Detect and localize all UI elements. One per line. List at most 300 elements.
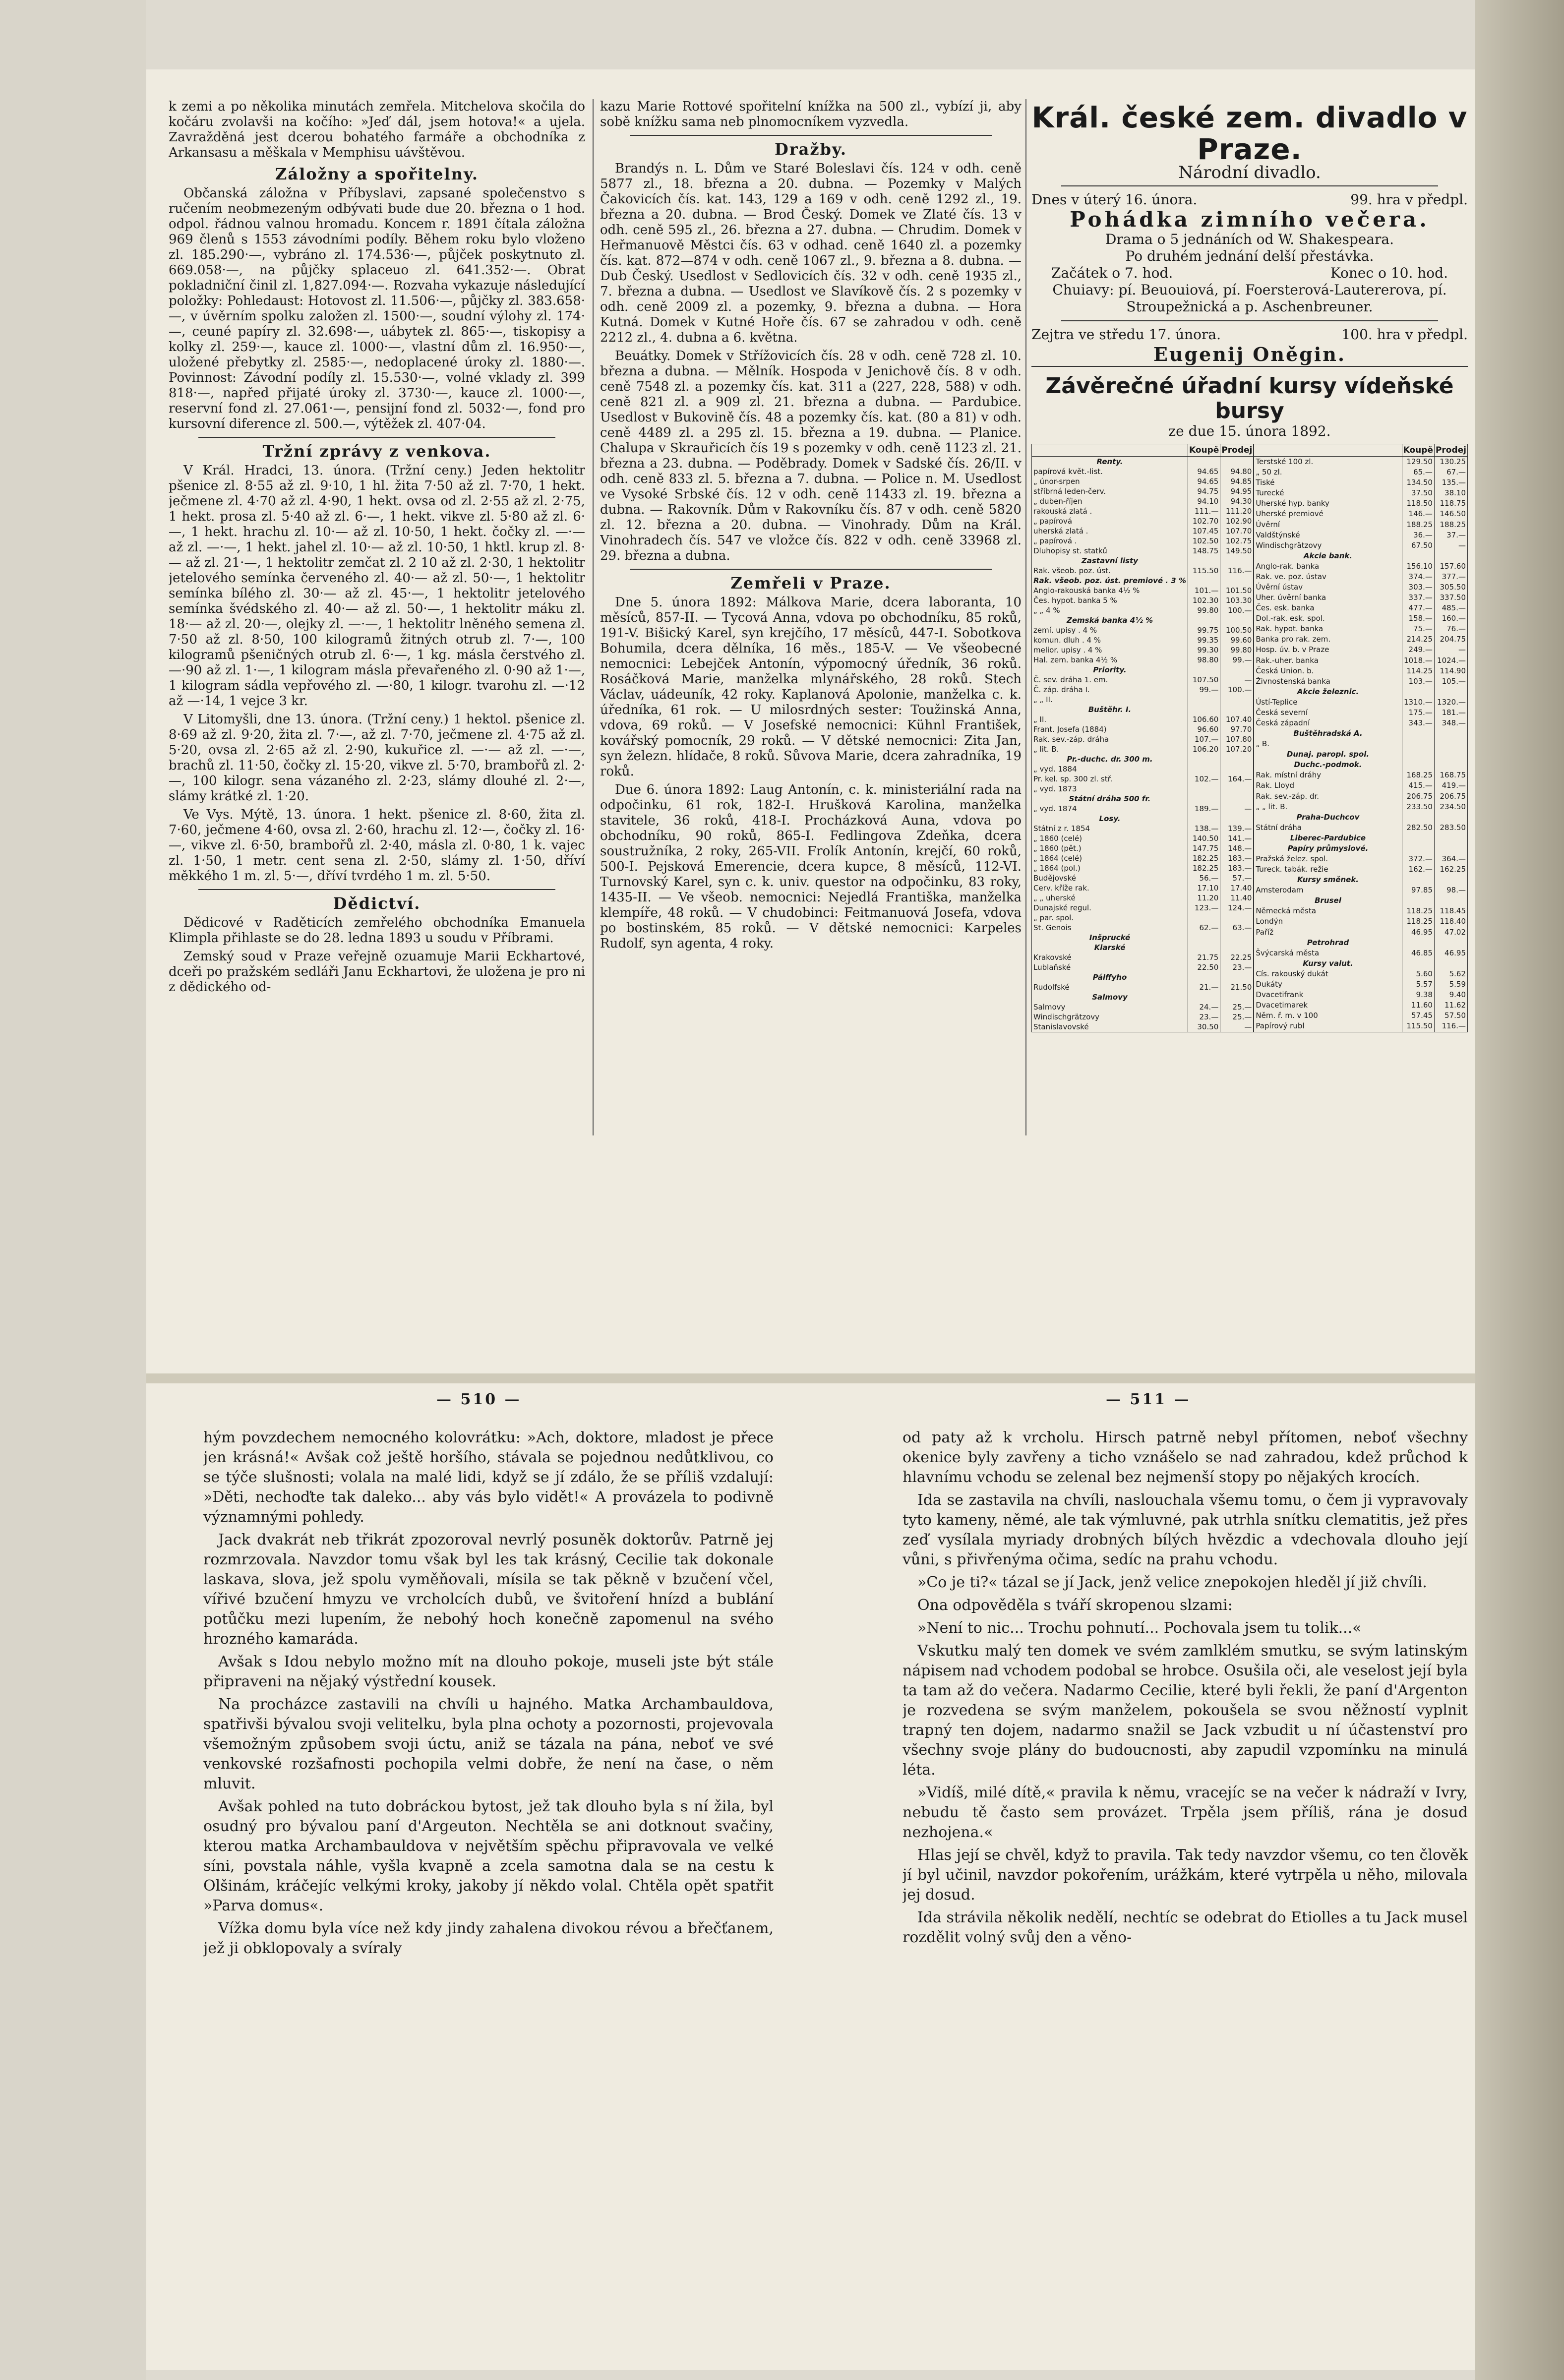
table-row (1032, 586, 1254, 595)
buy-price: 46.95 (1402, 927, 1434, 938)
security-name: uherská zlatá . (1032, 526, 1188, 536)
table-row (1032, 843, 1254, 853)
section-heading: Zemřeli v Praze. (730, 574, 891, 593)
column-rule (593, 99, 594, 1135)
sell-price: 105.— (1434, 676, 1467, 687)
buy-price: 94.10 (1188, 496, 1220, 506)
security-name: Losy. (1032, 814, 1188, 824)
security-name: Windischgrätzovy (1254, 540, 1402, 551)
security-name: Č. sev. dráha 1. em. (1032, 675, 1188, 685)
buy-price (1402, 812, 1434, 823)
performance-1 (1031, 191, 1468, 363)
buy-price (1402, 958, 1434, 969)
sell-price: 11.62 (1434, 1000, 1467, 1011)
security-name: Akcie bank. (1254, 551, 1402, 561)
buy-price: 134.50 (1402, 477, 1434, 488)
sell-price: 168.75 (1434, 770, 1467, 780)
sell-price: 148.— (1220, 843, 1254, 853)
buy-price: 99.80 (1188, 605, 1220, 615)
table-row (1032, 556, 1254, 566)
buy-price: 99.— (1188, 685, 1220, 695)
security-name: Dvacetimarek (1254, 1000, 1402, 1011)
table-row (1032, 833, 1254, 843)
buy-price (1402, 938, 1434, 948)
table-row (1254, 1021, 1468, 1032)
sell-price: 206.75 (1434, 791, 1467, 802)
security-name: „ II. (1032, 714, 1188, 724)
table-row (1032, 1002, 1254, 1012)
buy-price (1188, 794, 1220, 804)
buy-price: 114.25 (1402, 666, 1434, 676)
buy-price: 57.45 (1402, 1011, 1434, 1021)
sell-price (1220, 943, 1254, 952)
divider (1061, 185, 1438, 186)
sell-price: 135.— (1434, 477, 1467, 488)
buy-price: 56.— (1188, 873, 1220, 883)
table-row (1254, 488, 1468, 498)
performance-note: Po druhém jednání delší přestávka. (1125, 248, 1374, 264)
buy-price (1402, 833, 1434, 843)
buy-price: 140.50 (1188, 833, 1220, 843)
sell-price (1220, 794, 1254, 804)
theatre-title: Král. české zem. divadlo v Praze. (1031, 102, 1468, 166)
security-name: komun. dluh . 4 % (1032, 635, 1188, 645)
table-row (1254, 739, 1468, 749)
security-name: rakouská zlatá . (1032, 506, 1188, 516)
buy-price: 94.65 (1188, 467, 1220, 476)
table-row (1032, 1012, 1254, 1022)
table-row (1254, 498, 1468, 509)
buy-price (1402, 728, 1434, 739)
table-row (1254, 833, 1468, 843)
sell-price: 118.40 (1434, 916, 1467, 927)
security-name: Rak. ve. poz. ústav (1254, 572, 1402, 582)
sell-price (1220, 814, 1254, 824)
security-name: melior. upisy . 4 % (1032, 645, 1188, 655)
performance-date: Zejtra ve středu 17. února. (1031, 326, 1221, 343)
table-row (1254, 687, 1468, 697)
table-row (1254, 948, 1468, 958)
table-row (1254, 582, 1468, 593)
table-row (1254, 990, 1468, 1000)
table-row (1032, 486, 1254, 496)
security-name: Č. záp. dráha I. (1032, 685, 1188, 695)
table-row (1032, 516, 1254, 526)
sell-price: 146.50 (1434, 509, 1467, 519)
sell-price: 1024.— (1434, 655, 1467, 666)
sell-price: 101.50 (1220, 586, 1254, 595)
buy-price: 182.25 (1188, 853, 1220, 863)
security-name: Česká Union. b. (1254, 666, 1402, 676)
table-row (1032, 615, 1254, 625)
sell-price: 116.— (1220, 566, 1254, 576)
buy-price: 97.85 (1402, 885, 1434, 895)
buy-price: 67.50 (1402, 540, 1434, 551)
table-row (1032, 804, 1254, 814)
paragraph: Zemský soud v Praze veřejně ozuamuje Marii Eckhartové, dceři po pražském sedláři Janu Eckhartovi, že uložena je pro ni z dědického od- (169, 949, 585, 995)
sell-price: 164.— (1220, 774, 1254, 784)
paragraph: V Král. Hradci, 13. února. (Tržní ceny.) Jeden hektolitr pšenice zl. 8·55 až zl. 9·10, 1 hl. žita 7·50 až zl. 7·70, 1 hekt. ječmene zl. 4·70 až zl. 4·90, 1 hekt. ovsa od zl. 2·55 až zl. 2·75, 1 hekt. prosa zl. 5·40 až zl. 6·—, 1 hekt. vikve zl. 5·80 až zl. 6·—, 1 hekt. hrachu zl. 10·— až zl. 10·50, 1 hekt. čočky zl. —·— až zl. —·—, 1 hekt. jahel zl. 10·— až zl. 10·50, 1 hktl. krup zl. 8·— až zl. 21·—, 1 hektolitr zemčat zl. 2 10 až zl. 2·30, 1 hektolitr jetelového semínka červeného zl. 40·— až zl. 50·—, 1 hektolitr semínka bílého zl. 30·— až zl. 45·—, 1 hektolitr jetelového semínka švédského zl. 40·— až zl. 50·—, 1 hektolitr máku zl. 18·— až zl. 20·—, olejky zl. —·—, 1 hektolitr lněného semena zl. 7·50 až zl. 8·50, 100 kilogramů žitných otrub zl. 7·—, 100 kilogramů pšeničných otrub zl. 6·—, 1 kg. másla čerstvého zl. —·90 až zl. 1·—, 1 kilogram másla převařeného zl. 0·90 až 1·—, 1 kilogram sádla vepřového zl. —·80, 1 kilogr. tvarohu zl. —·12 až —·14, 1 vejce 3 kr. (169, 463, 585, 709)
buy-price: 46.85 (1402, 948, 1434, 958)
sell-price: 97.70 (1220, 724, 1254, 734)
table-row (1032, 923, 1254, 933)
table-row (1032, 903, 1254, 913)
table-row (1254, 958, 1468, 969)
table-row (1032, 595, 1254, 605)
buy-price: 107.— (1188, 734, 1220, 744)
buy-price (1188, 695, 1220, 705)
security-name: Salmovy (1032, 992, 1188, 1002)
sell-price (1434, 875, 1467, 885)
buy-price: 1018.— (1402, 655, 1434, 666)
theatre-subtitle: Národní divadlo. (1178, 163, 1321, 182)
sell-price: 57.50 (1434, 1011, 1467, 1021)
book-binding-edge (1475, 0, 1564, 2380)
buy-price: 9.38 (1402, 990, 1434, 1000)
sell-price: 183.— (1220, 863, 1254, 873)
buy-price: 21.75 (1188, 952, 1220, 962)
sell-price: 99.80 (1220, 645, 1254, 655)
sell-price: 118.45 (1434, 906, 1467, 916)
buy-price: 162.— (1402, 864, 1434, 875)
security-name: „ papírová (1032, 516, 1188, 526)
sell-price (1434, 895, 1467, 906)
security-name: „ lit. B. (1032, 744, 1188, 754)
security-name: Dol.-rak. esk. spol. (1254, 613, 1402, 624)
buy-price: 343.— (1402, 718, 1434, 728)
table-row (1254, 477, 1468, 488)
buy-price (1188, 943, 1220, 952)
sell-price (1220, 972, 1254, 982)
paragraph: Dědicové v Raděticích zemřelého obchodníka Emanuela Klimpla přihlaste se do 28. ledna 1893 u soudu v Příbrami. (169, 915, 585, 946)
buy-price (1188, 615, 1220, 625)
sell-price: 419.— (1434, 780, 1467, 791)
table-row (1032, 883, 1254, 893)
paragraph: Avšak pohled na tuto dobráckou bytost, jež tak dlouho byla s ní žila, byl osudný pro bývalou paní d'Argeuton. Nechtěla se ani dotknout svačiny, kterou matka Archambauldova v největším spěchu připravovala ve velké síni, povstala náhle, vyšla kvapně a zcela samotna dala se na cestu k Olšinám, kráčejíc velkými kroky, jakoby jí někdo volal. Chtěla opět spatřit »Parva domus«. (203, 1798, 774, 1914)
security-name: Rak. všeob. poz. úst. premiové . 3 % (1032, 576, 1188, 586)
sell-price: 100.50 (1220, 625, 1254, 635)
table-row (1032, 576, 1254, 586)
buy-price: 36.— (1402, 530, 1434, 540)
buy-price: 182.25 (1188, 863, 1220, 873)
table-row (1254, 467, 1468, 477)
performance-description: Drama o 5 jednáních od W. Shakespeara. (1105, 231, 1394, 247)
section-heading: Dražby. (775, 140, 847, 159)
table-row (1254, 572, 1468, 582)
sell-price: 94.80 (1220, 467, 1254, 476)
buy-price: 138.— (1188, 824, 1220, 833)
sell-price: 114.90 (1434, 666, 1467, 676)
sell-price: 102.75 (1220, 536, 1254, 546)
sell-price (1220, 992, 1254, 1002)
sell-price: 181.— (1434, 708, 1467, 718)
buy-price: 99.75 (1188, 625, 1220, 635)
table-row (1254, 561, 1468, 572)
security-name: Pálffyho (1032, 972, 1188, 982)
buy-price: 214.25 (1402, 634, 1434, 645)
buy-price (1402, 843, 1434, 854)
buy-price (1188, 576, 1220, 586)
buy-price: 102.70 (1188, 516, 1220, 526)
security-name: Amsterodam (1254, 885, 1402, 895)
sell-price: 377.— (1434, 572, 1467, 582)
buy-price: 94.65 (1188, 476, 1220, 486)
table-row (1032, 794, 1254, 804)
table-row (1254, 613, 1468, 624)
sell-price: 305.50 (1434, 582, 1467, 593)
sell-price: 99.— (1220, 655, 1254, 665)
paragraph: Dne 5. února 1892: Málkova Marie, dcera laboranta, 10 měsíců, 857-II. — Tycová Anna, vdova po obchodníku, 85 roků, 191-V. Bišický Karel, syn krejčího, 17 měsíců, 447-I. Sobotkova Bohumila, dcera dělníka, 16 měs., 185-V. — Ve všeobecné nemocnici: Lebejček Antonín, výpomocný úředník, 36 roků. Rosáčková Marie, manželka mlynářského, 28 roků. Stech Václav, uádeuník, 42 roky. Kaplanová Apolonie, manželka c. k. úředníka, 61 rok. — U milosrdných sester: Toužinská Anna, vdova, 69 roků. — V Josefské nemocnici: Kühnl František, kovářský pomocník, 29 roků. — V dětské nemocnici: Zita Jan, syn železn. hlídače, 8 roků. Sůvova Marie, dcera zahradníka, 19 roků. (600, 595, 1022, 779)
table-row (1254, 708, 1468, 718)
buy-price: 106.20 (1188, 744, 1220, 754)
buy-price: 17.10 (1188, 883, 1220, 893)
sell-price (1434, 728, 1467, 739)
table-row (1254, 509, 1468, 519)
paragraph: od paty až k vrcholu. Hirsch patrně nebyl přítomen, neboť všechny okenice byly zavřeny a ticho vznášelo se nad zahradou, kdež průchod k hlavnímu vchodu se zelenal bez nejmenší stopy po nějakých krocích. (902, 1429, 1468, 1486)
sell-price: — (1220, 804, 1254, 814)
security-name: Pr. kel. sp. 300 zl. stř. (1032, 774, 1188, 784)
buy-price: 118.50 (1402, 498, 1434, 509)
security-name: Papírový rubl (1254, 1021, 1402, 1032)
security-name: Dunaj. paropl. spol. (1254, 749, 1402, 760)
performance-title: Pohádka zimního večera. (1070, 207, 1430, 232)
buy-price: 123.— (1188, 903, 1220, 913)
security-name: Duchc.-podmok. (1254, 760, 1402, 770)
security-name: Frant. Josefa (1884) (1032, 724, 1188, 734)
table-row (1254, 895, 1468, 906)
security-name: Čes. hypot. banka 5 % (1032, 595, 1188, 605)
buy-price (1402, 875, 1434, 885)
paragraph: »Není to nic... Trochu pohnutí... Pochovala jsem tu tolik...« (917, 1619, 1362, 1637)
sell-price: 162.25 (1434, 864, 1467, 875)
buy-price (1188, 457, 1220, 467)
sell-price: 348.— (1434, 718, 1467, 728)
buy-price: 30.50 (1188, 1022, 1220, 1032)
table-row (1254, 823, 1468, 833)
sell-price: 1320.— (1434, 697, 1467, 708)
paragraph: Avšak s Idou nebylo možno mít na dlouho pokoje, museli jste být stále připraveni na nějaký výstřední kousek. (203, 1653, 774, 1690)
table-row (1032, 635, 1254, 645)
buy-price (1188, 705, 1220, 714)
table-row (1032, 476, 1254, 486)
table-row (1254, 1011, 1468, 1021)
page-fold (146, 1373, 1475, 1383)
paragraph: Brandýs n. L. Dům ve Staré Boleslavi čís. 124 v odh. ceně 5877 zl., 18. března a 20. dubna. — Pozemky v Malých Čakovicích čís. kat. 143, 129 a 169 v odh. ceně 1292 zl., 19. března a 20. dubna. — Brod Český. Domek ve Zlaté čís. 13 v odh. ceně 595 zl., 26. března a 27. dubna. — Chrudim. Domek v Heřmanuově Městci čís. 63 v odhad. ceně 1640 zl. a pozemky čís. kat. 872—874 v odh. ceně 1067 zl., 9. března a 8. dubna. — Dub Český. Usedlost v Sedlovicích čís. 32 v odh. ceně 1935 zl., 7. března a dubna. — Usedlost ve Slavíkově čís. 2 s pozemky v odh. ceně 2009 zl. a pozemky, 9. března a dubna. — Hora Kutná. Domek v Kutné Hoře čís. 67 se zahradou v odh. ceně 2212 zl., 4. dubna a 6. května. (600, 161, 1022, 345)
security-name: Valdštýnské (1254, 530, 1402, 540)
sell-price: 76.— (1434, 624, 1467, 634)
table-row (1032, 863, 1254, 873)
paragraph: Jack dvakrát neb třikrát zpozoroval nevrlý posuněk doktorův. Patrně jej rozmrzovala. Navzdor tomu však byl les tak krásný, Cecilie tak dokonale laskava, slova, jež spolu vyměňovali, mísila se tak pěkně v bzučení včel, vířivé bzučení hmyzu ve vrcholcích dubů, ve švitoření hnízd a bublání potůčku mezi lupením, že nebohý hoch konečně zapomenul na svého hrozného kamaráda. (203, 1531, 774, 1648)
sell-price (1220, 933, 1254, 943)
security-name: Priority. (1032, 665, 1188, 675)
security-name: „ 1860 (pět.) (1032, 843, 1188, 853)
buy-price: 22.50 (1188, 962, 1220, 972)
buy-price (1188, 784, 1220, 794)
security-name: Londýn (1254, 916, 1402, 927)
buy-price: 115.50 (1188, 566, 1220, 576)
buy-price: 21.— (1188, 982, 1220, 992)
buy-price (1402, 739, 1434, 749)
sell-price: 124.— (1220, 903, 1254, 913)
security-name: Rak. hypot. banka (1254, 624, 1402, 634)
buy-price: 374.— (1402, 572, 1434, 582)
sell-price: 63.— (1220, 923, 1254, 933)
divider (630, 569, 992, 570)
buy-price: 102.30 (1188, 595, 1220, 605)
security-name: „ par. spol. (1032, 913, 1188, 923)
security-name: Státní z r. 1854 (1032, 824, 1188, 833)
buy-price: 233.50 (1402, 802, 1434, 812)
table-row (1032, 933, 1254, 943)
performance-start: Začátek o 7. hod. (1051, 265, 1173, 281)
security-name: Buštěhr. I. (1032, 705, 1188, 714)
security-name: Praha-Duchcov (1254, 812, 1402, 823)
security-name: Budějovské (1032, 873, 1188, 883)
scan-left-margin (0, 0, 146, 2380)
security-name: „ vyd. 1884 (1032, 764, 1188, 774)
buy-price: 372.— (1402, 854, 1434, 864)
table-row (1254, 718, 1468, 728)
table-row (1032, 655, 1254, 665)
table-row (1254, 802, 1468, 812)
paragraph: Občanská záložna v Příbyslavi, zapsané společenstvo s ručením neobmezeným odbývati bude due 20. března o 1 hod. odpol. řádnou valnou hromadu. Koncem r. 1891 čítala záložna 969 členů s 1553 závodními podíly. Během roku bylo vloženo zl. 185.290·—, vybráno zl. 174.536·—, půjček poskytnuto zl. 669.058·—, na půjčky splaceuo zl. 641.352·—. Obrat pokladniční činil zl. 1,827.094·—. Rozvaha vykazuje následující položky: Pohledaust: Hotovost zl. 11.506·—, půjčky zl. 383.658·—, v úvěrním spolku založen zl. 1500·—, soudní výlohy zl. 174·—, ceuné papíry zl. 32.698·—, uábytek zl. 865·—, tiskopisy a kolky zl. 259·—, kauce zl. 1000·—, vlastní dům zl. 16.950·—, uložené přebytky zl. 2585·—, nedoplacené úroky zl. 1880·—. Povinnost: Závodní podíly zl. 15.530·—, volné vklady zl. 399 818·—, napřed přijaté úroky zl. 3730·—, kauce zl. 1000·—, reservní fond zl. 27.061·—, pensijní fond zl. 5032·—, fond pro kursovní diference zl. 500.—, výtěžek zl. 407·04. (169, 186, 585, 431)
security-name: „ vyd. 1873 (1032, 784, 1188, 794)
buy-price: 65.— (1402, 467, 1434, 477)
table-row (1254, 854, 1468, 864)
table-row (1032, 972, 1254, 982)
sell-price: 141.— (1220, 833, 1254, 843)
security-name: „ 1860 (celé) (1032, 833, 1188, 843)
security-name: Terstské 100 zl. (1254, 457, 1402, 468)
buy-price: 156.10 (1402, 561, 1434, 572)
table-row (1032, 893, 1254, 903)
buy-price: 98.80 (1188, 655, 1220, 665)
paragraph: Vskutku malý ten domek ve svém zamlklém smutku, se svým latinským nápisem nad vchodem podobal se hrobce. Osušila oči, ale veselost její byla ta tam až do večera. Nadarmo Cecilie, které byli řekli, že paní d'Argenton je rozvedena se svým manželem, pokoušela se svou něžností vyplnit trapný ten dojem, nadarmo snažil se Jack vzbudit u ní účastenství pro všechny svoje plány do budoucnosti, aby zapudil vzpomínku na minulá léta. (902, 1642, 1468, 1779)
table-row (1032, 566, 1254, 576)
buy-price: 107.50 (1188, 675, 1220, 685)
security-name: St. Genois (1032, 923, 1188, 933)
sell-price: 118.75 (1434, 498, 1467, 509)
sell-price: 5.59 (1434, 979, 1467, 990)
security-name: „ papírová . (1032, 536, 1188, 546)
security-name: Anglo-rak. banka (1254, 561, 1402, 572)
sell-price (1220, 665, 1254, 675)
security-name: Paříž (1254, 927, 1402, 938)
divider (198, 889, 555, 890)
page-number-right: — 511 — (1106, 1391, 1191, 1408)
security-name: „ „ uherské (1032, 893, 1188, 903)
security-name: Rak.-uher. banka (1254, 655, 1402, 666)
sell-price (1220, 754, 1254, 764)
buy-price: 37.50 (1402, 488, 1434, 498)
sell-price: 23.— (1220, 962, 1254, 972)
security-name: Cerv. kříže rak. (1032, 883, 1188, 893)
divider (198, 437, 555, 438)
security-name: Cís. rakouský dukát (1254, 969, 1402, 979)
security-name: Tureck. tabák. režie (1254, 864, 1402, 875)
security-name: Ústí-Teplice (1254, 697, 1402, 708)
column-header: Prodej (1434, 444, 1467, 457)
buy-price: 158.— (1402, 613, 1434, 624)
table-row (1032, 1022, 1254, 1032)
bourse-subtitle: ze due 15. února 1892. (1168, 423, 1331, 439)
security-name: Rak. sev.-záp. dráha (1032, 734, 1188, 744)
table-row (1254, 728, 1468, 739)
sell-price: 11.40 (1220, 893, 1254, 903)
sell-price: 107.40 (1220, 714, 1254, 724)
table-row (1254, 551, 1468, 561)
sell-price: 98.— (1434, 885, 1467, 895)
paragraph: Vížka domu byla více než kdy jindy zahalena divokou révou a břečťanem, jež ji obklopovaly a svíraly (203, 1920, 774, 1957)
buy-price (1402, 687, 1434, 697)
security-name: Živnostenská banka (1254, 676, 1402, 687)
table-row (1032, 744, 1254, 754)
security-name: „ „ II. (1032, 695, 1188, 705)
buy-price: 11.20 (1188, 893, 1220, 903)
table-row (1254, 780, 1468, 791)
table-row (1254, 634, 1468, 645)
table-row (1254, 969, 1468, 979)
sell-price: 188.25 (1434, 520, 1467, 530)
security-name: Dukáty (1254, 979, 1402, 990)
buy-price (1188, 814, 1220, 824)
column-1 (169, 99, 585, 1130)
table-row (1032, 962, 1254, 972)
table-row (1254, 603, 1468, 613)
buy-price (1188, 913, 1220, 923)
security-name: zemí. upisy . 4 % (1032, 625, 1188, 635)
buy-price (1188, 933, 1220, 943)
security-name: Stanislavovské (1032, 1022, 1188, 1032)
sell-price: — (1220, 1022, 1254, 1032)
table-row (1032, 724, 1254, 734)
paragraph: Na procházce zastavili na chvíli u hajného. Matka Archambauldova, spatřivši bývalou svoji velitelku, byla plna ochoty a pozornosti, projevovala všemožným způsobem svoji úctu, aniž se tázala na pána, neboť ve své venkovské rozšafnosti pochopila velmi dobře, že není na čase, o něm mluvit. (203, 1696, 774, 1792)
sell-price: — (1220, 675, 1254, 685)
section-heading: Dědictví. (333, 894, 421, 913)
security-name: Banka pro rak. zem. (1254, 634, 1402, 645)
buy-price: 99.35 (1188, 635, 1220, 645)
buy-price: 168.25 (1402, 770, 1434, 780)
sell-price: 364.— (1434, 854, 1467, 864)
divider (630, 135, 992, 136)
table-row (1254, 666, 1468, 676)
security-name: Dvacetifrank (1254, 990, 1402, 1000)
table-row (1032, 546, 1254, 556)
sell-price (1434, 833, 1467, 843)
buy-price: 99.30 (1188, 645, 1220, 655)
buy-price: 107.45 (1188, 526, 1220, 536)
table-row (1032, 625, 1254, 635)
sell-price (1434, 760, 1467, 770)
sell-price: 47.02 (1434, 927, 1467, 938)
sell-price (1434, 739, 1467, 749)
security-name: Klarské (1032, 943, 1188, 952)
security-name: Tiské (1254, 477, 1402, 488)
sell-price: 183.— (1220, 853, 1254, 863)
buy-price: 129.50 (1402, 457, 1434, 468)
paragraph: Ona odpověděla s tváří skropenou slzami: (917, 1597, 1233, 1614)
sell-price: 204.75 (1434, 634, 1467, 645)
buy-price: 146.— (1402, 509, 1434, 519)
sell-price: 22.25 (1220, 952, 1254, 962)
table-row (1032, 526, 1254, 536)
security-name: Německá města (1254, 906, 1402, 916)
performance-title: Eugenij Oněgin. (1153, 343, 1346, 365)
sell-price: 283.50 (1434, 823, 1467, 833)
sell-price: 67.— (1434, 467, 1467, 477)
security-name: Úvěrní (1254, 520, 1402, 530)
security-name: Rak. všeob. poz. úst. (1032, 566, 1188, 576)
